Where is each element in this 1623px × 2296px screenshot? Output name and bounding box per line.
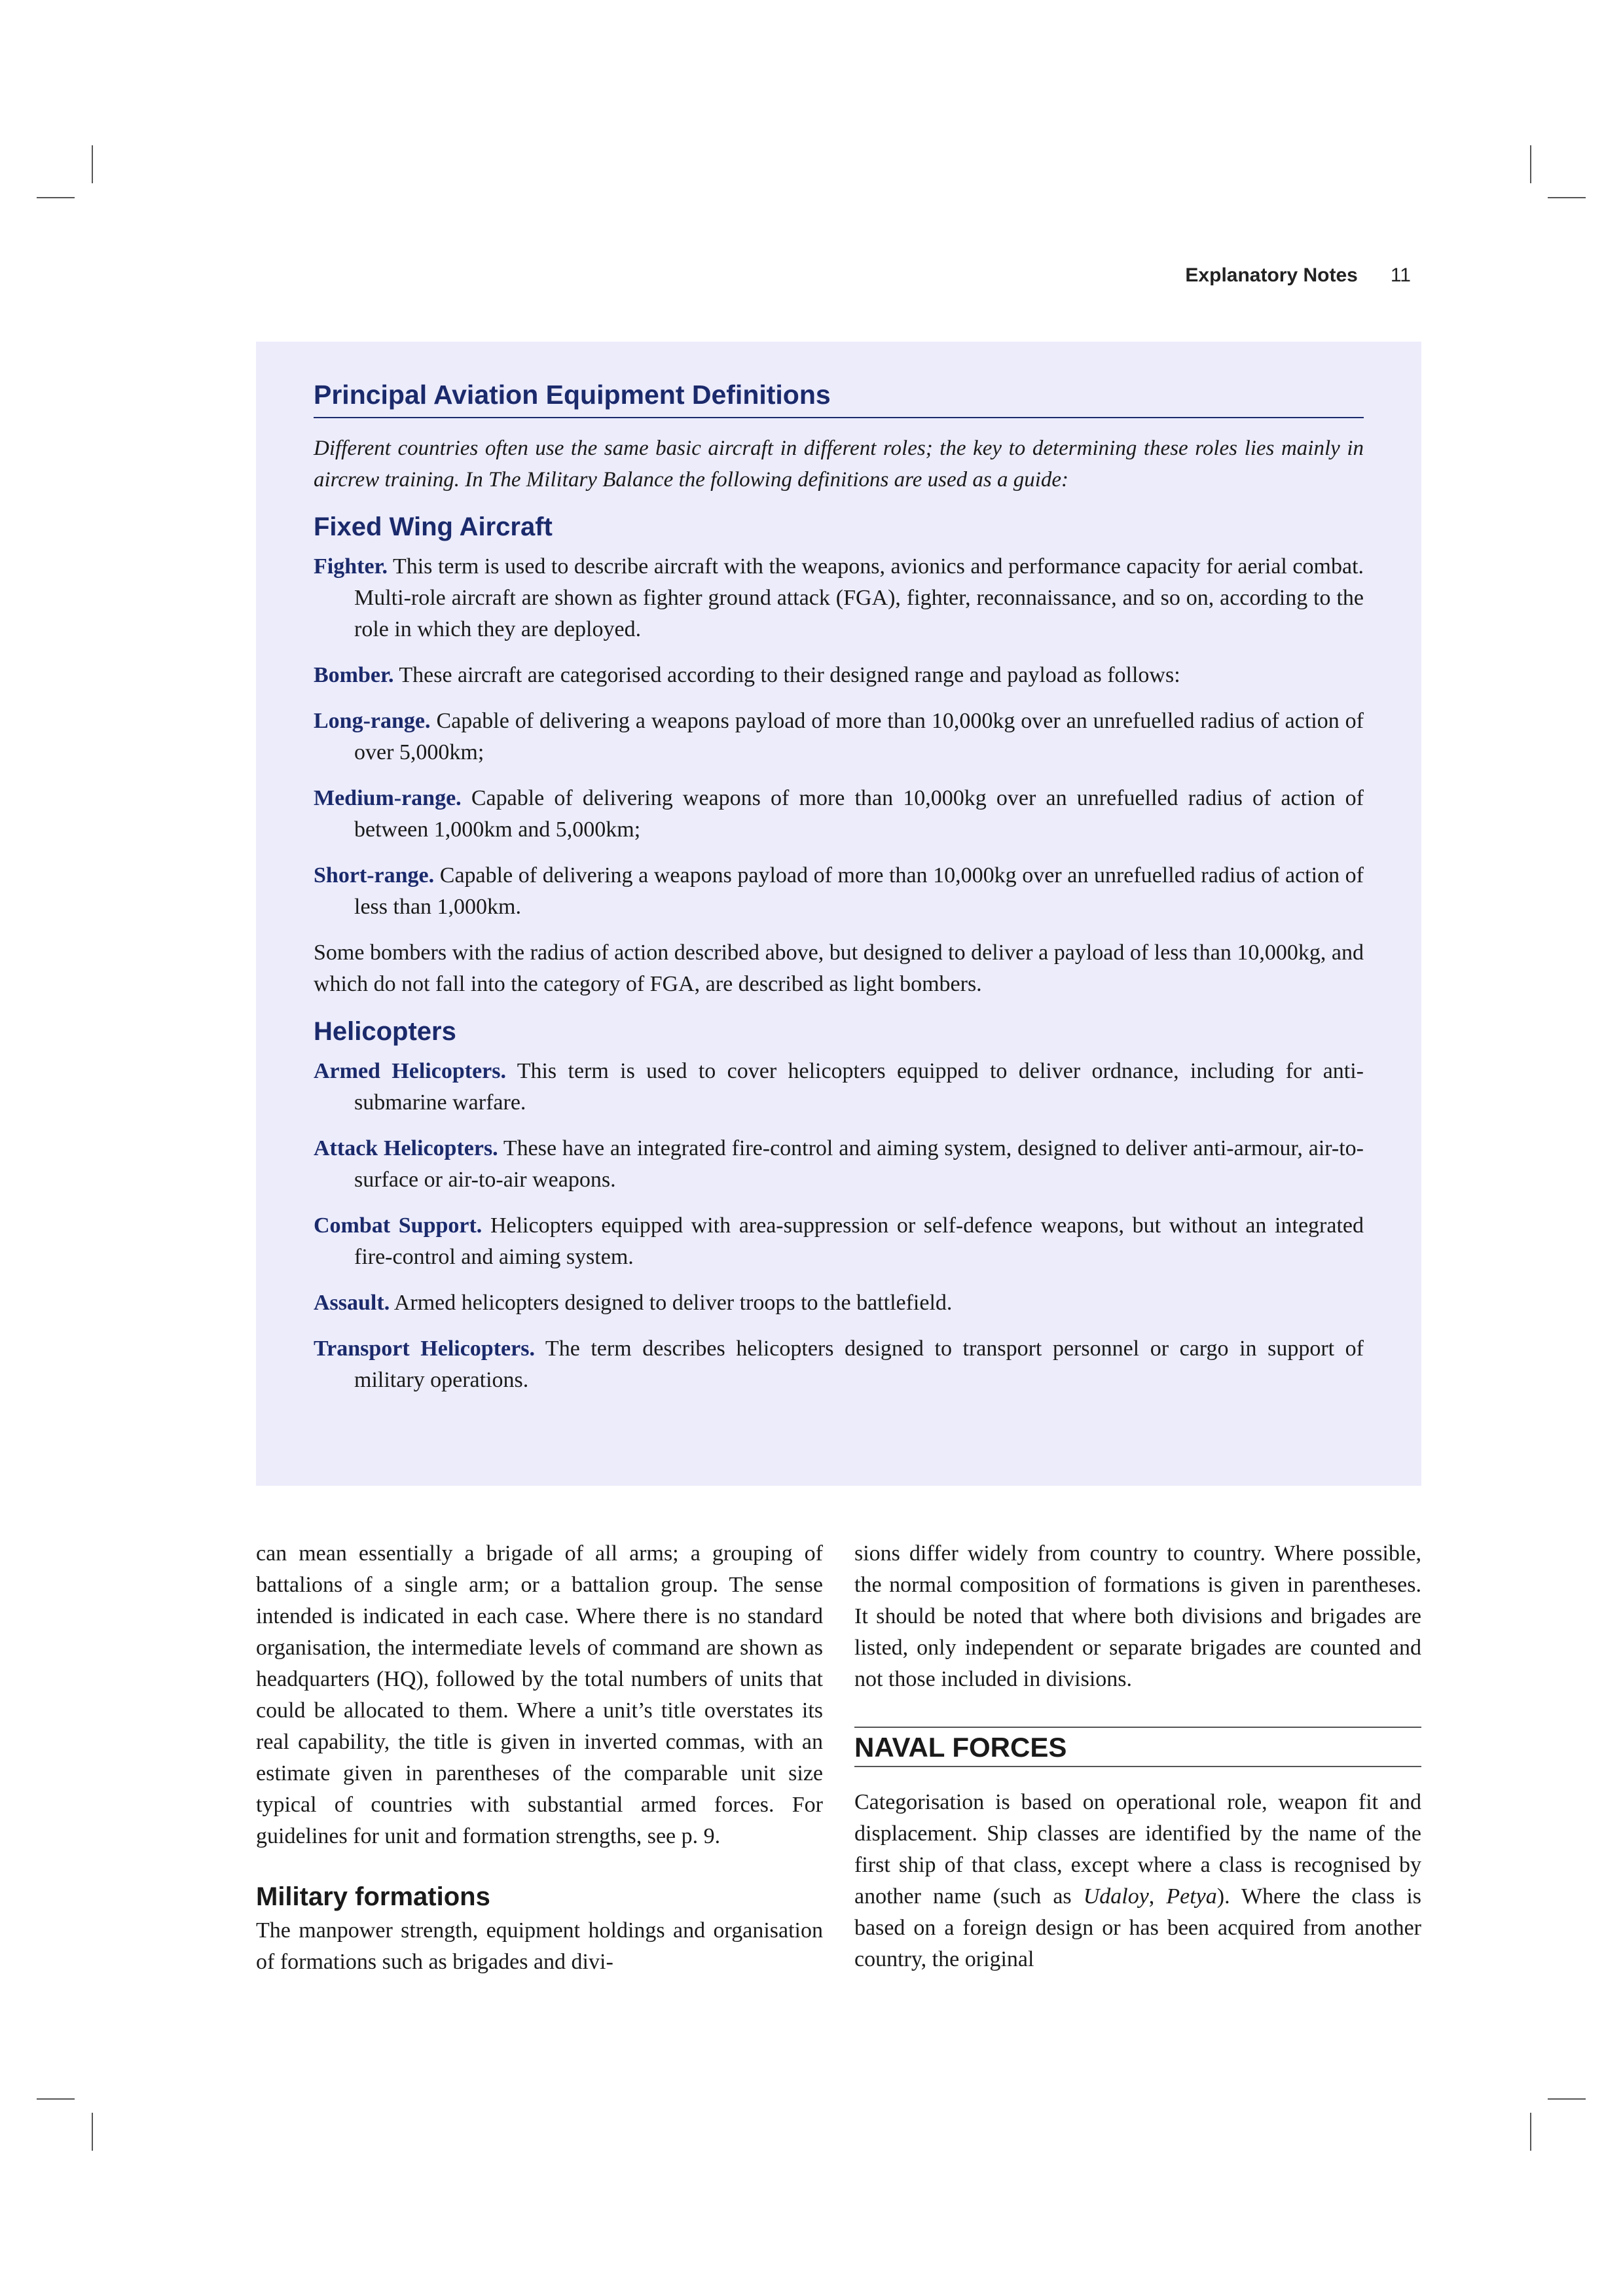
body-paragraph (854, 1787, 1421, 1975)
definition-fighter (314, 551, 1364, 645)
ship-class-name: Udaloy (1083, 1884, 1149, 1909)
text-run: ). Where the class is based on a foreign design or has been acquired from another country, the original (854, 1884, 1422, 1971)
definition-text: Armed helicopters designed to deliver troops to the battlefield. (393, 1291, 953, 1315)
definition-text: These aircraft are categorised according to their designed range and payload as follows: (399, 663, 1180, 687)
body-paragraph: can mean essentially a brigade of all arms; a grouping of battalions of a single arm; or a battalion group. The sense intended is indicated in each case. Where there is no standard organisation, the intermediate levels of command are shown as headquarters (HQ), followed by the total numbers of units that could be allocated to them. Where a unit’s title overstates its real capability, the title is given in inverted commas, with an estimate given in parentheses of the comparable unit size typical of countries with substantial armed forces. For guidelines for unit and formation strengths, see p. 9. (256, 1541, 823, 1848)
definition-short-range (314, 860, 1364, 923)
definition-term: Combat Support. (314, 1213, 483, 1238)
running-head (1185, 264, 1411, 287)
definition-text: Capable of delivering a weapons payload of more than 10,000kg over an unrefuelled radius of action of over 5,000km; (354, 709, 1364, 764)
definition-term: Long-range. (314, 709, 431, 733)
body-paragraph: The manpower strength, equipment holdings and organisation of formations such as brigades and divi- (256, 1918, 823, 1974)
definition-transport-helicopters (314, 1333, 1364, 1396)
crop-mark (1530, 2113, 1531, 2151)
definition-text: Capable of delivering a weapons payload of more than 10,000kg over an unrefuelled radius of action of less than 1,000km. (354, 863, 1364, 919)
box-title: Principal Aviation Equipment Definitions (314, 380, 1364, 418)
crop-mark (1548, 2098, 1586, 2100)
definition-bomber (314, 660, 1364, 691)
definition-term: Attack Helicopters. (314, 1136, 498, 1160)
text-run: Categorisation is based on operational role, weapon fit and displacement. Ship classes are identified by the name of the first ship of that class, except where a class is recognised by another name (such as (854, 1790, 1421, 1909)
definition-text: Capable of delivering weapons of more than 10,000kg over an unrefuelled radius of action of between 1,000km and 5,000km; (354, 786, 1364, 842)
box-intro: Different countries often use the same basic aircraft in different roles; the key to determining these roles lies mainly in aircrew training. In The Military Balance the following definitions are used as a guide: (314, 437, 1364, 492)
definition-armed-helicopters (314, 1056, 1364, 1119)
definition-term: Assault. (314, 1291, 390, 1315)
crop-mark (37, 2098, 75, 2100)
definition-term: Bomber. (314, 663, 394, 687)
definition-medium-range (314, 783, 1364, 846)
definition-text: This term is used to describe aircraft with the weapons, avionics and performance capacity for aerial combat. Multi-role aircraft are shown as fighter ground attack (FGA), fighter, reconnaissance, and so on, according to the role in which they are deployed. (354, 554, 1364, 641)
fixed-wing-heading: Fixed Wing Aircraft (314, 512, 553, 541)
crop-mark (1530, 145, 1531, 183)
definition-text: Helicopters equipped with area-suppression or self-defence weapons, but without an integrated fire-control and aiming system. (354, 1213, 1364, 1269)
definition-term: Armed Helicopters. (314, 1059, 506, 1083)
definition-text: These have an integrated fire-control and aiming system, designed to deliver anti-armour, air-to-surface or air-to-air weapons. (354, 1136, 1364, 1192)
crop-mark (92, 145, 93, 183)
text-run: , (1148, 1884, 1167, 1909)
naval-forces-heading: NAVAL FORCES (854, 1727, 1421, 1767)
crop-mark (1548, 197, 1586, 198)
definition-long-range (314, 706, 1364, 768)
definition-assault (314, 1287, 1364, 1319)
definition-combat-support (314, 1210, 1364, 1273)
definition-term: Fighter. (314, 554, 388, 579)
crop-mark (92, 2113, 93, 2151)
definition-term: Short-range. (314, 863, 435, 888)
left-column (256, 1538, 823, 1978)
section-title: Explanatory Notes (1185, 264, 1358, 286)
definition-text: The term describes helicopters designed to transport personnel or cargo in support of military operations. (354, 1336, 1364, 1392)
ship-class-name: Petya (1166, 1884, 1217, 1909)
helicopters-heading: Helicopters (314, 1017, 456, 1046)
body-paragraph: sions differ widely from country to country. Where possible, the normal composition of formations is given in parentheses. It should be noted that where both divisions and brigades are listed, only independent or separate brigades are counted and not those included in divisions. (854, 1541, 1421, 1691)
light-bombers-note: Some bombers with the radius of action described above, but designed to deliver a payload of less than 10,000kg, and which do not fall into the category of FGA, are described as light bombers. (314, 941, 1364, 996)
crop-mark (37, 197, 75, 198)
definition-term: Transport Helicopters. (314, 1336, 535, 1361)
definitions-box (256, 342, 1421, 1486)
military-formations-heading: Military formations (256, 1882, 490, 1911)
definition-text: This term is used to cover helicopters equipped to deliver ordnance, including for anti-submarine warfare. (354, 1059, 1364, 1115)
right-column (854, 1538, 1421, 1975)
definition-attack-helicopters (314, 1133, 1364, 1196)
page-number: 11 (1390, 264, 1411, 286)
definition-term: Medium-range. (314, 786, 462, 810)
